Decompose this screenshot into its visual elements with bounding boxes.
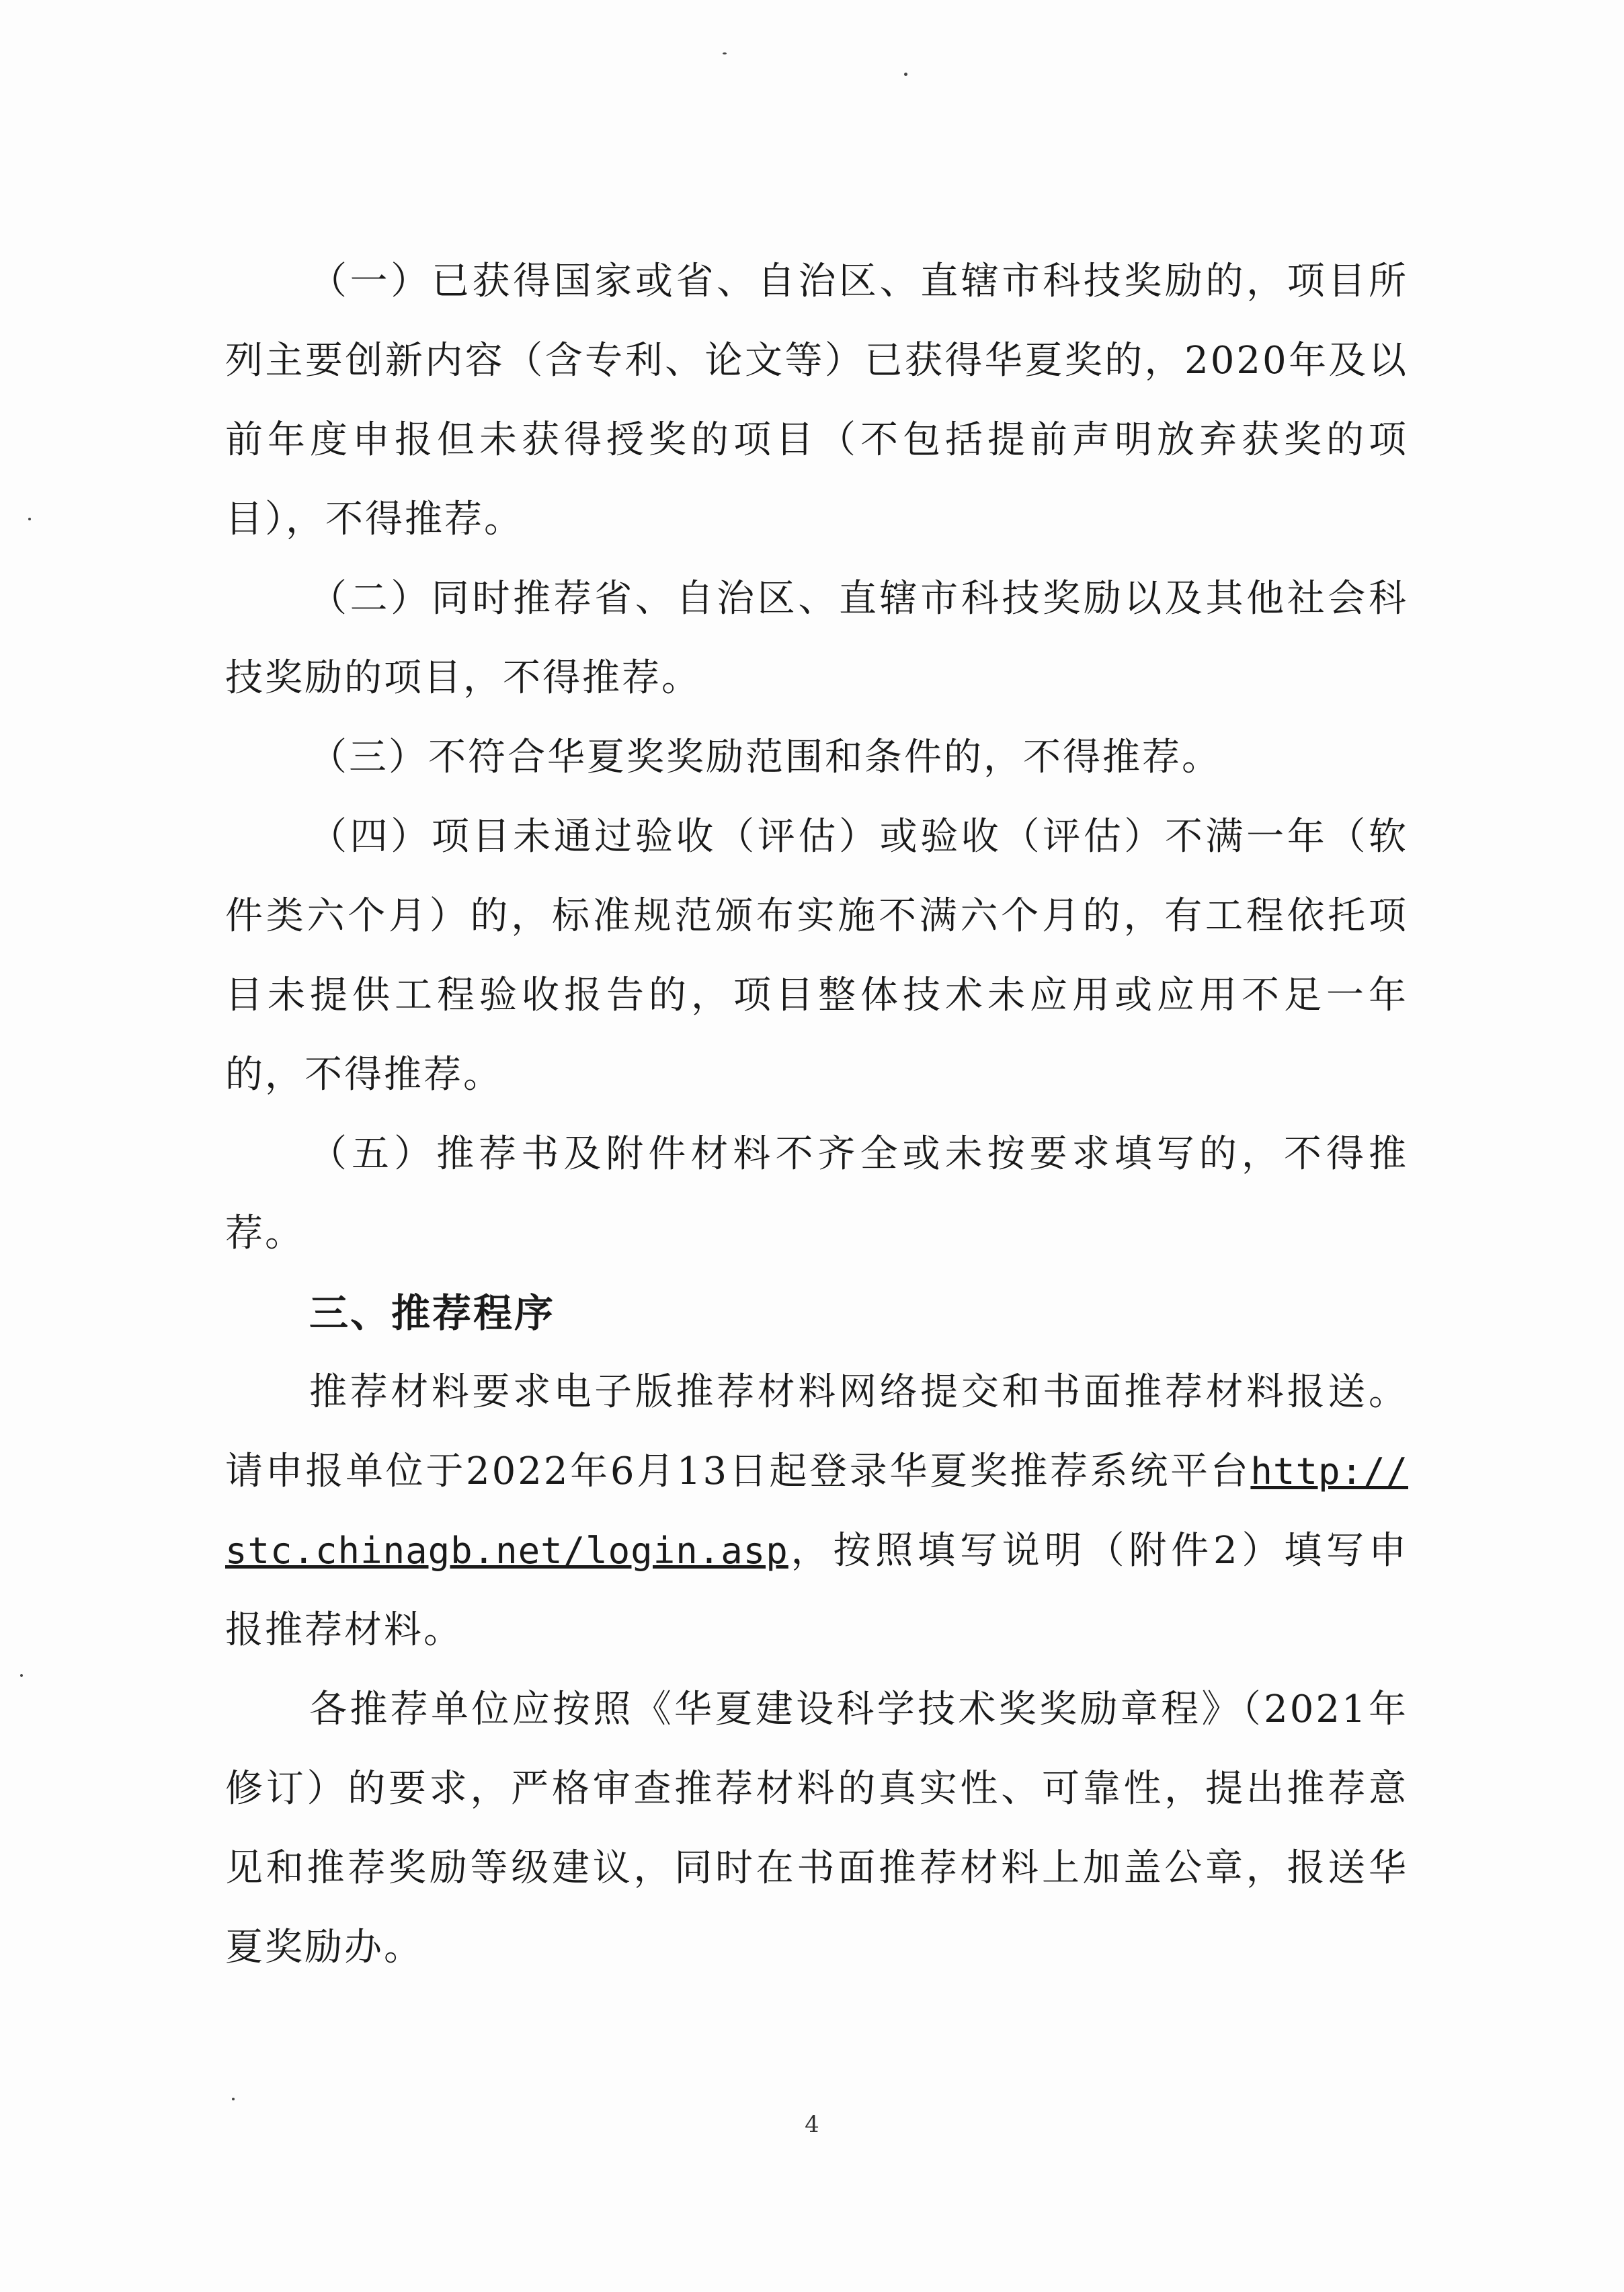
scan-speck — [20, 1674, 23, 1677]
system-platform-link[interactable]: http://stc.chinagb.net/login.asp — [225, 1450, 1408, 1572]
scan-speck — [904, 73, 907, 76]
paragraph-exclusion-2: （二）同时推荐省、自治区、直辖市科技奖励以及其他社会科技奖励的项目，不得推荐。 — [225, 577, 1408, 700]
paragraph-procedure-1 — [225, 1353, 1408, 1670]
paragraph-exclusion-4: （四）项目未通过验收（评估）或验收（评估）不满一年（软件类六个月）的，标准规范颁布实施不满六个月的，有工程依托项目未提供工程验收报告的，项目整体技术未应用或应用不足一年的，不得推荐。 — [225, 815, 1408, 1097]
document-body — [225, 242, 1408, 1987]
procedure-text-before-link: 推荐材料要求电子版推荐材料网络提交和书面推荐材料报送。请申报单位于2022年6月13日起登录华夏奖推荐系统平台 — [225, 1370, 1408, 1493]
page-number: 4 — [805, 2111, 819, 2138]
paragraph-exclusion-3: （三）不符合华夏奖奖励范围和条件的，不得推荐。 — [309, 736, 1221, 779]
scan-speck — [232, 2098, 235, 2100]
scan-speck — [723, 52, 727, 54]
procedure-text-after-link: ，按照填写说明（附件2）填写申报推荐材料。 — [225, 1529, 1408, 1652]
scan-speck — [28, 518, 31, 520]
paragraph-procedure-2: 各推荐单位应按照《华夏建设科学技术奖奖励章程》（2021年修订）的要求，严格审查推荐材料的真实性、可靠性，提出推荐意见和推荐奖励等级建议，同时在书面推荐材料上加盖公章，报送华夏奖励办。 — [225, 1688, 1408, 1969]
paragraph-exclusion-1: （一）已获得国家或省、自治区、直辖市科技奖励的，项目所列主要创新内容（含专利、论文等）已获得华夏奖的，2020年及以前年度申报但未获得授奖的项目（不包括提前声明放弃获奖的项目），不得推荐。 — [225, 260, 1408, 541]
section-heading: 三、推荐程序 — [309, 1290, 556, 1336]
paragraph-exclusion-5: （五）推荐书及附件材料不齐全或未按要求填写的，不得推荐。 — [225, 1132, 1408, 1255]
